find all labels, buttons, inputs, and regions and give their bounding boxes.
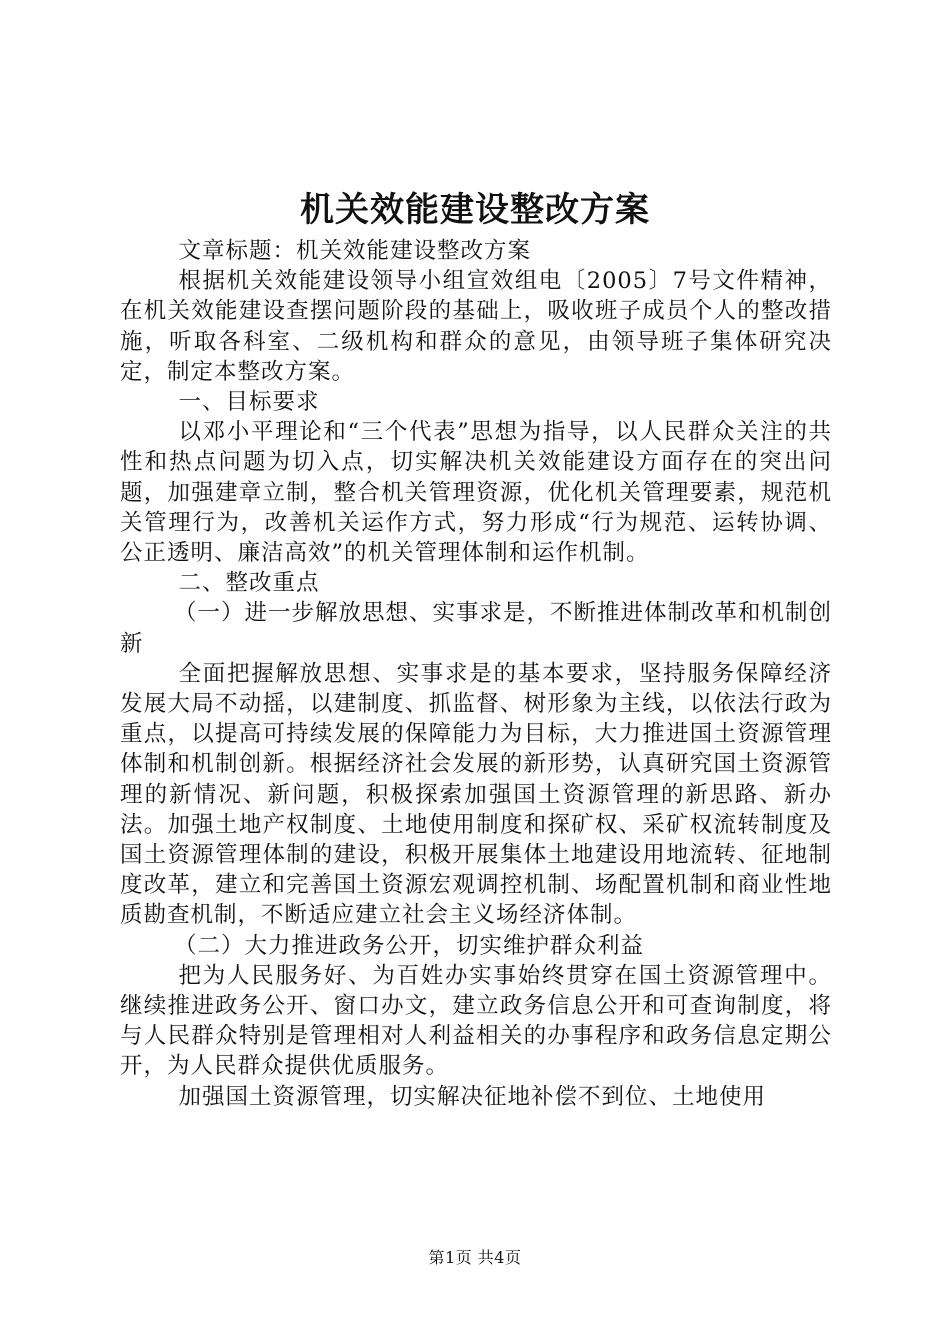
- subsection-two-paragraph: 把为人民服务好、为百姓办实事始终贯穿在国土资源管理中。继续推进政务公开、窗口办文，建立政务信息公开和可查询制度，将与人民群众特别是管理相对人利益相关的办事程序和政务信息定期公开，为人民群众提供优质服务。: [120, 962, 832, 1080]
- article-title-line: 文章标题：机关效能建设整改方案: [178, 238, 532, 264]
- continuation-paragraph: 加强国土资源管理，切实解决征地补偿不到位、土地使用: [178, 1083, 767, 1110]
- section-heading-goals: 一、目标要求: [178, 389, 320, 416]
- subheading-two: （二）大力推进政务公开，切实维护群众利益: [174, 932, 645, 959]
- section-heading-focus: 二、整改重点: [178, 570, 320, 597]
- subheading-one: （一）进一步解放思想、实事求是，不断推进体制改革和机制创新: [120, 600, 833, 657]
- document-body: [120, 236, 832, 1112]
- document-title: 机关效能建设整改方案: [300, 190, 650, 230]
- intro-paragraph: 根据机关效能建设领导小组宣效组电〔2005〕7号文件精神，在机关效能建设查摆问题阶段的基础上，吸收班子成员个人的整改措施，听取各科室、二级机构和群众的意见，由领导班子集体研究决定，制定本整改方案。: [120, 268, 832, 385]
- goals-paragraph: 以邓小平理论和“三个代表”思想为指导，以人民群众关注的共性和热点问题为切入点，切实解决机关效能建设方面存在的突出问题，加强建章立制，整合机关管理资源，优化机关管理要素，规范机关管理行为，改善机关运作方式，努力形成“行为规范、运转协调、公正透明、廉洁高效”的机关管理体制和运作机制。: [120, 419, 832, 567]
- subsection-one-paragraph: 全面把握解放思想、实事求是的基本要求，坚持服务保障经济发展大局不动摇，以建制度、抓监督、树形象为主线，以依法行政为重点，以提高可持续发展的保障能力为目标，大力推进国土资源管理体制和机制创新。根据经济社会发展的新形势，认真研究国土资源管理的新情况、新问题，积极探索加强国土资源管理的新思路、新办法。加强土地产权制度、土地使用制度和探矿权、采矿权流转制度及国土资源管理体制的建设，积极开展集体土地建设用地流转、征地制度改革，建立和完善国土资源宏观调控机制、场配置机制和商业性地质勘查机制，不断适应建立社会主义场经济体制。: [120, 660, 832, 929]
- page-footer: 第1页 共4页: [428, 1248, 522, 1267]
